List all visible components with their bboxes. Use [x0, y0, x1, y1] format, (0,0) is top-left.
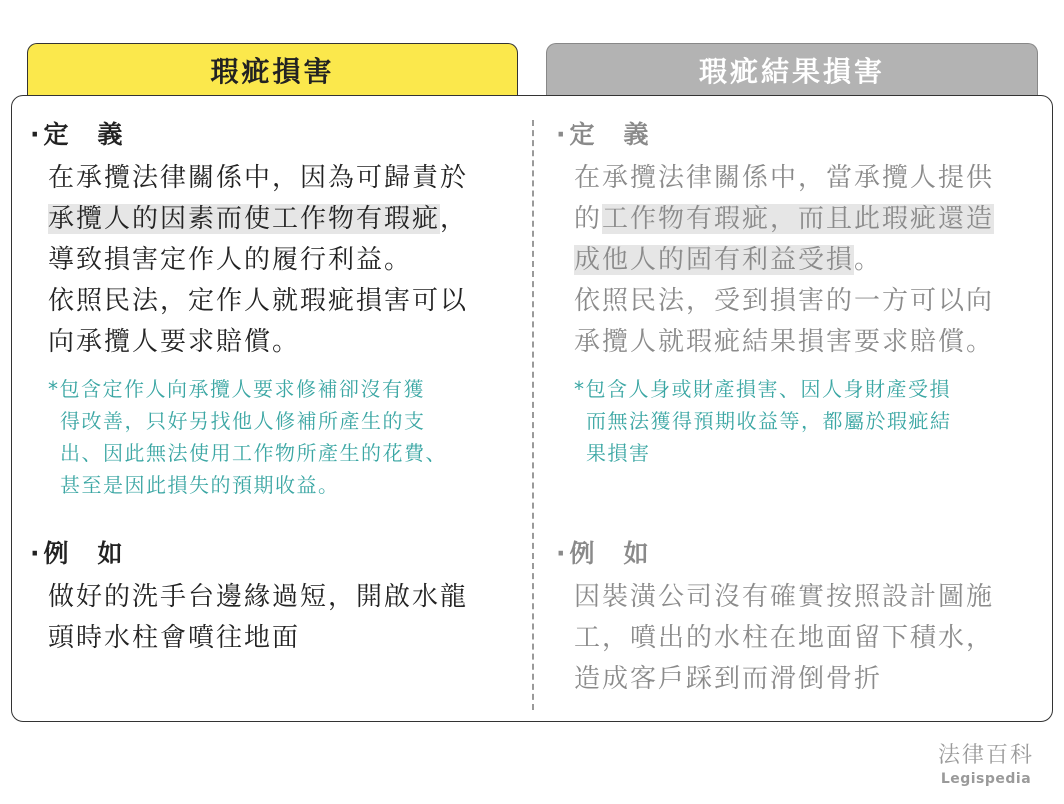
left-note-line3-text: 出、因此無法使用工作物所產生的花費、 [60, 441, 447, 465]
right-ex-line1: 因裝潢公司沒有確實按照設計圖施 [574, 582, 995, 612]
right-example-heading: ·例 如 [556, 539, 651, 568]
left-def-line2 [30, 199, 520, 240]
right-def-line1: 在承攬法律關係中，當承攬人提供 [574, 163, 995, 193]
right-def-line2-start: 的 [574, 204, 603, 234]
right-note [556, 373, 1046, 501]
logo-english: Legispedia [940, 771, 1032, 787]
left-definition-body [30, 158, 520, 363]
left-example-heading-text: 例 如 [43, 539, 125, 568]
right-def-line2 [556, 199, 1046, 240]
right-def-line5: 承攬人就瑕疵結果損害要求賠償。 [574, 327, 995, 357]
left-ex-line1: 做好的洗手台邊緣過短，開啟水龍 [48, 582, 469, 612]
left-definition-heading-text: 定 義 [43, 120, 125, 149]
left-def-line2-end: ， [440, 204, 469, 234]
left-def-line3: 導致損害定作人的履行利益。 [48, 245, 413, 275]
left-note-line3 [30, 437, 520, 469]
right-def-line3-end: 。 [854, 245, 883, 275]
right-def-highlight-1: 工作物有瑕疵，而且此瑕疵還造 [602, 204, 995, 234]
right-note-spacer [556, 469, 1046, 501]
right-ex-line2: 工，噴出的水柱在地面留下積水， [574, 623, 995, 653]
legispedia-logo [938, 738, 1034, 787]
right-ex-line3: 造成客戶踩到而滑倒骨折 [574, 664, 883, 694]
left-example-body [30, 577, 520, 659]
right-example-body [556, 577, 1046, 700]
left-def-line1: 在承攬法律關係中，因為可歸責於 [48, 163, 469, 193]
left-example-heading: ·例 如 [30, 539, 125, 568]
tab-defect-damage: 瑕疵損害 [27, 43, 518, 95]
left-note-line4-text: 甚至是因此損失的預期收益。 [60, 473, 340, 497]
right-note-line1: *包含人身或財產損害、因人身財產受損 [574, 377, 951, 401]
right-definition-body [556, 158, 1046, 363]
right-note-line2 [556, 405, 1046, 437]
tab-defect-consequential-damage: 瑕疵結果損害 [546, 43, 1038, 95]
left-note-line4 [30, 469, 520, 501]
left-note-line1: *包含定作人向承攬人要求修補卻沒有獲 [48, 377, 425, 401]
right-definition-heading-text: 定 義 [569, 120, 651, 149]
left-def-line5: 向承攬人要求賠償。 [48, 327, 301, 357]
column-divider [532, 120, 534, 710]
left-column [30, 110, 520, 659]
right-note-line3 [556, 437, 1046, 469]
right-column [556, 110, 1046, 700]
right-note-line2-text: 而無法獲得預期收益等，都屬於瑕疵結 [586, 409, 952, 433]
right-def-line3 [556, 240, 1046, 281]
left-note-line2-text: 得改善，只好另找他人修補所產生的支 [60, 409, 426, 433]
left-note [30, 373, 520, 501]
right-note-line3-text: 果損害 [586, 441, 651, 465]
right-example-heading-text: 例 如 [569, 539, 651, 568]
left-def-highlight: 承攬人的因素而使工作物有瑕疵 [48, 204, 441, 234]
right-definition-heading: ·定 義 [556, 120, 651, 149]
right-def-line4: 依照民法，受到損害的一方可以向 [574, 286, 995, 316]
left-definition-heading: ·定 義 [30, 120, 125, 149]
left-note-line2 [30, 405, 520, 437]
logo-chinese: 法律百科 [937, 743, 1034, 768]
right-def-highlight-2: 成他人的固有利益受損 [574, 245, 855, 275]
left-def-line4: 依照民法，定作人就瑕疵損害可以 [48, 286, 469, 316]
left-ex-line2: 頭時水柱會噴往地面 [48, 623, 301, 653]
